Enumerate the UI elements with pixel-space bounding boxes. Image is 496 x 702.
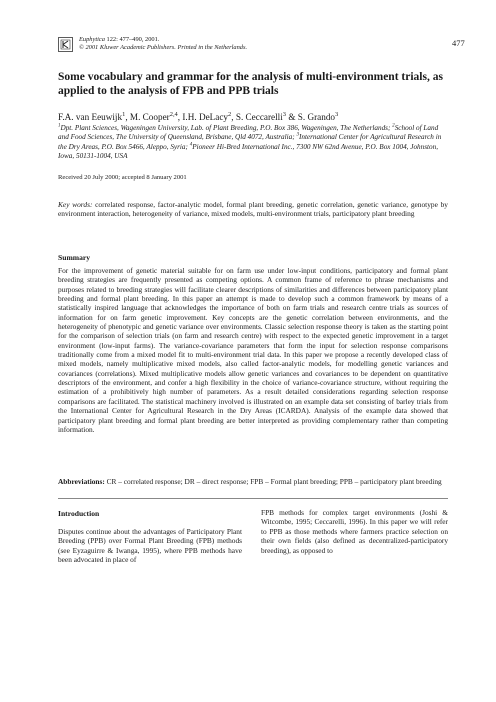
affiliation-mark: 2 <box>392 123 395 129</box>
author-affiliation-mark: 2 <box>228 110 232 118</box>
summary-text: For the improvement of genetic material suitable for on farm use under low-input conditions, participatory and formal plant breeding strategies are frequently presented as competing options. A common frame of reference to phrase mechanisms and purposes related to breeding strategies will facilitate clearer descriptions of similarities and differences between participatory plant breeding and formal plant breeding. In this paper an attempt is made to develop such a common framework by means of a statistically inspired language that acknowledges the importance of both on farm trials and research centre trials as sources of information for on farm genetic improvement. Key concepts are the genetic correlation between environments, and the heterogeneity of phenotypic and genetic variance over environments. Classic selection response theory is taken as the starting point for the comparison of selection trials (on farm and research centre) with respect to the expected genetic improvement in a target environment (low-input farms). The variance-covariance parameters that form the input for selection response comparisons traditionally come from a mixed model fit to multi-environment trial data. In this paper we propose a recently developed class of mixed models, namely multiplicative mixed models, also called factor-analytic models, for modelling genetic variances and covariances (correlations). Mixed multiplicative models allow genetic variances and covariances to be dependent on quantitative descriptors of the environment, and confer a high flexibility in the choice of variance-covariance structure, without requiring the estimation of a prohibitively high number of parameters. As a result detailed considerations regarding selection response comparisons are facilitated. The statistical machinery involved is illustrated on an example data set consisting of barley trials from the International Center for Agricultural Research in the Dry Areas (ICARDA). Analysis of the example data showed that participatory plant breeding and formal plant breeding are better interpreted as providing complementary rather than competing information. <box>58 266 448 434</box>
author: I.H. DeLacy <box>182 112 229 122</box>
page-number: 477 <box>452 38 465 48</box>
affiliation: Dpt. Plant Sciences, Wageningen University, Lab. of Plant Breeding, P.O. Box 386, Wageningen, The Netherlands; <box>60 124 393 132</box>
introduction-right-column: FPB methods for complex target environments (Joshi & Witcombe, 1995; Ceccarelli, 1996). In this paper we will refer to PPB as those methods where farmers practice selection on their own fields (also defined as decentralized-participatory breeding), as opposed to <box>261 508 448 555</box>
author-separator: , <box>125 112 130 122</box>
author: M. Cooper <box>129 112 170 122</box>
author-separator: , <box>177 112 183 122</box>
abbreviations-label: Abbreviations: <box>58 477 105 486</box>
author: F.A. van Eeuwijk <box>58 112 123 122</box>
author-separator: , <box>231 112 236 122</box>
affiliation-mark: 1 <box>58 123 61 129</box>
author-list <box>58 112 448 123</box>
affiliation-mark: 3 <box>296 133 299 139</box>
summary-heading: Summary <box>58 253 91 262</box>
publisher-logo <box>58 37 73 52</box>
author-separator: & <box>286 112 298 122</box>
introduction-left-column: Disputes continue about the advantages of Participatory Plant Breeding (PPB) over Formal Plant Breeding (FPB) methods (see Eyzaguirre & Iwanga, 1995), where PPB methods have been advocated in place of <box>58 527 242 565</box>
keywords-label: Key words: <box>58 200 93 209</box>
received-date: Received 20 July 2000; accepted 8 January 2001 <box>58 174 187 181</box>
section-divider <box>58 498 448 499</box>
author-affiliation-mark: 2,4 <box>169 110 178 118</box>
author-affiliation-mark: 3 <box>282 110 287 118</box>
introduction-heading: Introduction <box>58 509 100 518</box>
affiliation-mark: 4 <box>189 142 193 148</box>
author: S. Grando <box>297 112 336 122</box>
author: S. Ceccarelli <box>235 112 283 122</box>
keywords-text: correlated response, factor-analytic model, formal plant breeding, genetic correlation, genetic variance, genotype by environment interaction, heterogeneity of variance, mixed models, multi-environment trials, participatory plant breeding <box>58 200 448 219</box>
journal-name: Euphytica <box>79 36 105 43</box>
affiliation: International Center for Agricultural Research in the Dry Areas, P.O. Box 5466, Aleppo, Syria; <box>58 133 442 151</box>
abbreviations-text: CR – correlated response; DR – direct response; FPB – Formal plant breeding; PPB – participatory plant breeding <box>104 477 442 486</box>
affiliations <box>58 124 450 162</box>
keywords <box>58 200 448 219</box>
abbreviations <box>58 477 448 486</box>
copyright-line: © 2001 Kluwer Academic Publishers. Printed in the Netherlands. <box>79 44 248 51</box>
affiliation: School of Land and Food Sciences, The University of Queensland, Brisbane, Qld 4072, Australia; <box>58 124 439 142</box>
author-affiliation-mark: 3 <box>335 110 339 118</box>
affiliation: Pioneer Hi-Bred International Inc., 7300 NW 62nd Avenue, P.O. Box 1004, Johnston, Iowa, 50131-1004, USA <box>58 142 438 161</box>
journal-reference: 122: 477–490, 2001. <box>104 36 160 43</box>
author-affiliation-mark: 1 <box>122 110 126 118</box>
article-title: Some vocabulary and grammar for the analysis of multi-environment trials, as applied to the analysis of FPB and PPB trials <box>58 71 443 97</box>
journal-info <box>79 36 247 52</box>
